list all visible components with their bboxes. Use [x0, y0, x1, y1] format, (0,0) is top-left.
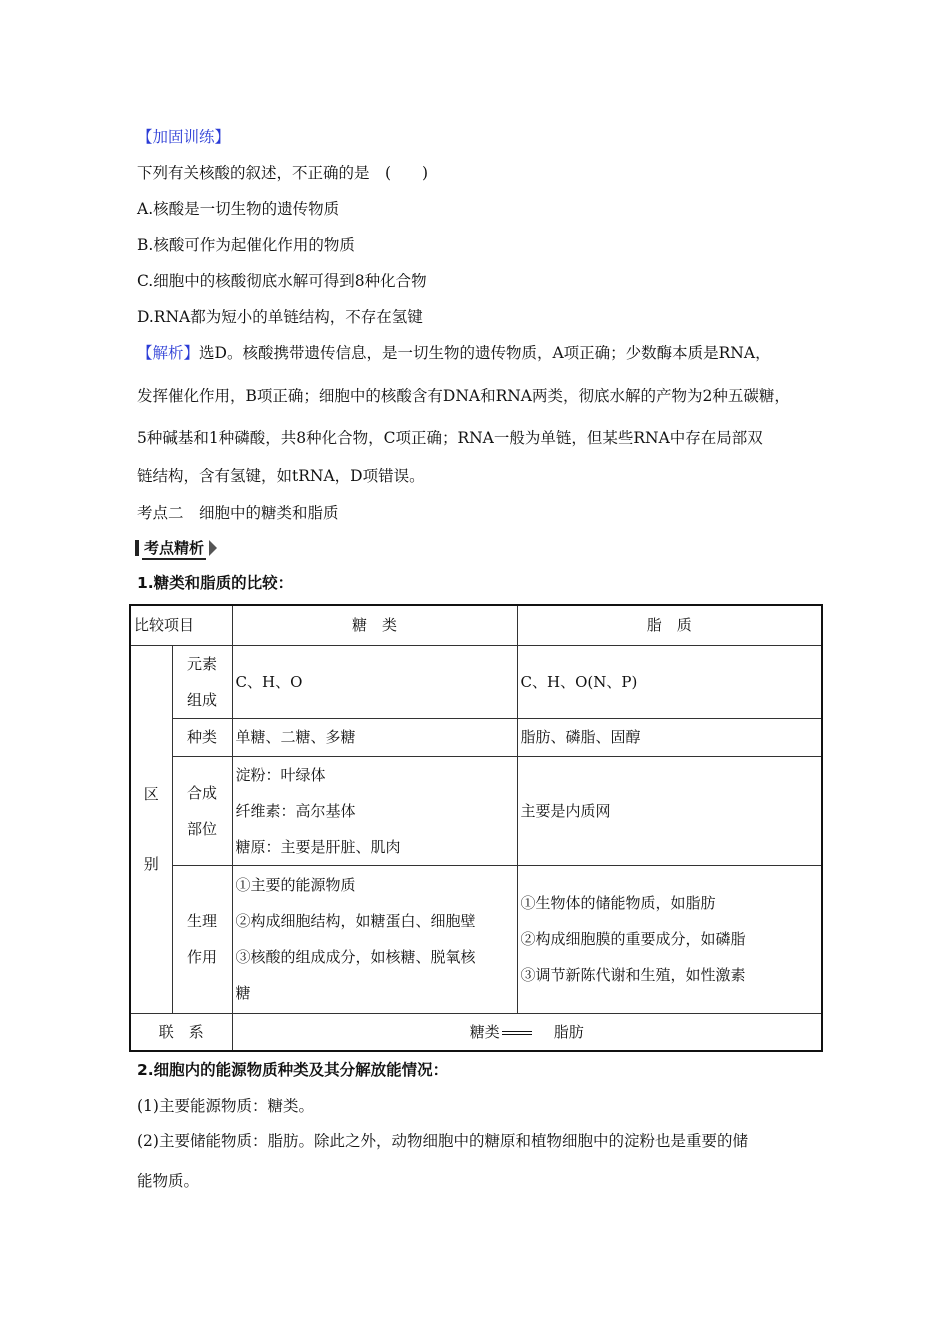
group-label-2: 别 [143, 855, 159, 873]
group-label-1: 区 [143, 785, 159, 803]
section-tag [135, 538, 217, 558]
header-lipid: 脂 质 [517, 605, 822, 645]
row-sugar: C、H、O [232, 645, 517, 718]
table-row [130, 645, 822, 718]
table-row [130, 865, 822, 1013]
analysis-line-4: 链结构，含有氢键，如tRNA，D项错误。 [137, 467, 425, 485]
analysis-line-1 [137, 343, 771, 363]
row-item: 元素 组成 [172, 645, 232, 718]
practice-header: 【加固训练】 [137, 128, 231, 146]
point-2: (2)主要储能物质：脂肪。除此之外，动物细胞中的糖原和植物细胞中的淀粉也是重要的储 [137, 1132, 748, 1150]
table-link-row [130, 1013, 822, 1051]
heading-2: 2.细胞内的能源物质种类及其分解放能情况： [137, 1061, 449, 1079]
option-d: D.RNA都为短小的单链结构，不存在氢键 [137, 308, 423, 326]
point-1: (1)主要能源物质：糖类。 [137, 1097, 314, 1115]
point-2-cont: 能物质。 [137, 1172, 200, 1190]
tag-triangle-icon [209, 540, 217, 556]
group-label-cell [130, 645, 172, 1013]
row-sugar: 单糖、二糖、多糖 [232, 718, 517, 756]
table-header-row [130, 605, 822, 645]
option-c: C.细胞中的核酸彻底水解可得到8种化合物 [137, 272, 427, 290]
row-lipid: 主要是内质网 [517, 756, 822, 865]
row-item: 合成 部位 [172, 756, 232, 865]
analysis-text-1: 选D。核酸携带遗传信息，是一切生物的遗传物质，A项正确；少数酶本质是RNA， [199, 344, 771, 362]
section-title: 考点二 细胞中的糖类和脂质 [137, 504, 339, 522]
row-lipid: 脂肪、磷脂、固醇 [517, 718, 822, 756]
analysis-line-2: 发挥催化作用，B项正确；细胞中的核酸含有DNA和RNA两类，彻底水解的产物为2种五碳糖， [137, 387, 790, 405]
row-lipid: ①生物体的储能物质，如脂肪 ②构成细胞膜的重要成分，如磷脂 ③调节新陈代谢和生殖，如性激素 [517, 865, 822, 1013]
header-item: 比较项目 [130, 605, 232, 645]
option-b: B.核酸可作为起催化作用的物质 [137, 236, 355, 254]
analysis-label: 【解析】 [137, 344, 200, 362]
row-lipid: C、H、O(N、P) [517, 645, 822, 718]
row-item: 种类 [172, 718, 232, 756]
row-item: 生理 作用 [172, 865, 232, 1013]
analysis-line-3: 5种碱基和1种磷酸，共8种化合物，C项正确；RNA一般为单链，但某些RNA中存在局部双 [137, 429, 763, 447]
question-text: 下列有关核酸的叙述，不正确的是 ( ) [137, 164, 429, 182]
link-label: 联 系 [130, 1013, 232, 1051]
header-sugar: 糖 类 [232, 605, 517, 645]
tag-bar [135, 540, 139, 556]
link-content [232, 1013, 822, 1051]
link-right: 脂肪 [553, 1022, 584, 1041]
table-row [130, 756, 822, 865]
table-row [130, 718, 822, 756]
row-sugar: 淀粉：叶绿体 纤维素：高尔基体 糖原：主要是肝脏、肌肉 [232, 756, 517, 865]
tag-label: 考点精析 [142, 537, 206, 560]
heading-1: 1.糖类和脂质的比较： [137, 574, 294, 592]
option-a: A.核酸是一切生物的遗传物质 [137, 200, 340, 218]
comparison-table [129, 604, 823, 1052]
row-sugar: ①主要的能源物质 ②构成细胞结构，如糖蛋白、细胞壁 ③核酸的组成成分，如核糖、脱氧核 糖 [232, 865, 517, 1013]
equilibrium-arrow-icon [502, 1030, 532, 1036]
link-left: 糖类 [469, 1022, 500, 1041]
